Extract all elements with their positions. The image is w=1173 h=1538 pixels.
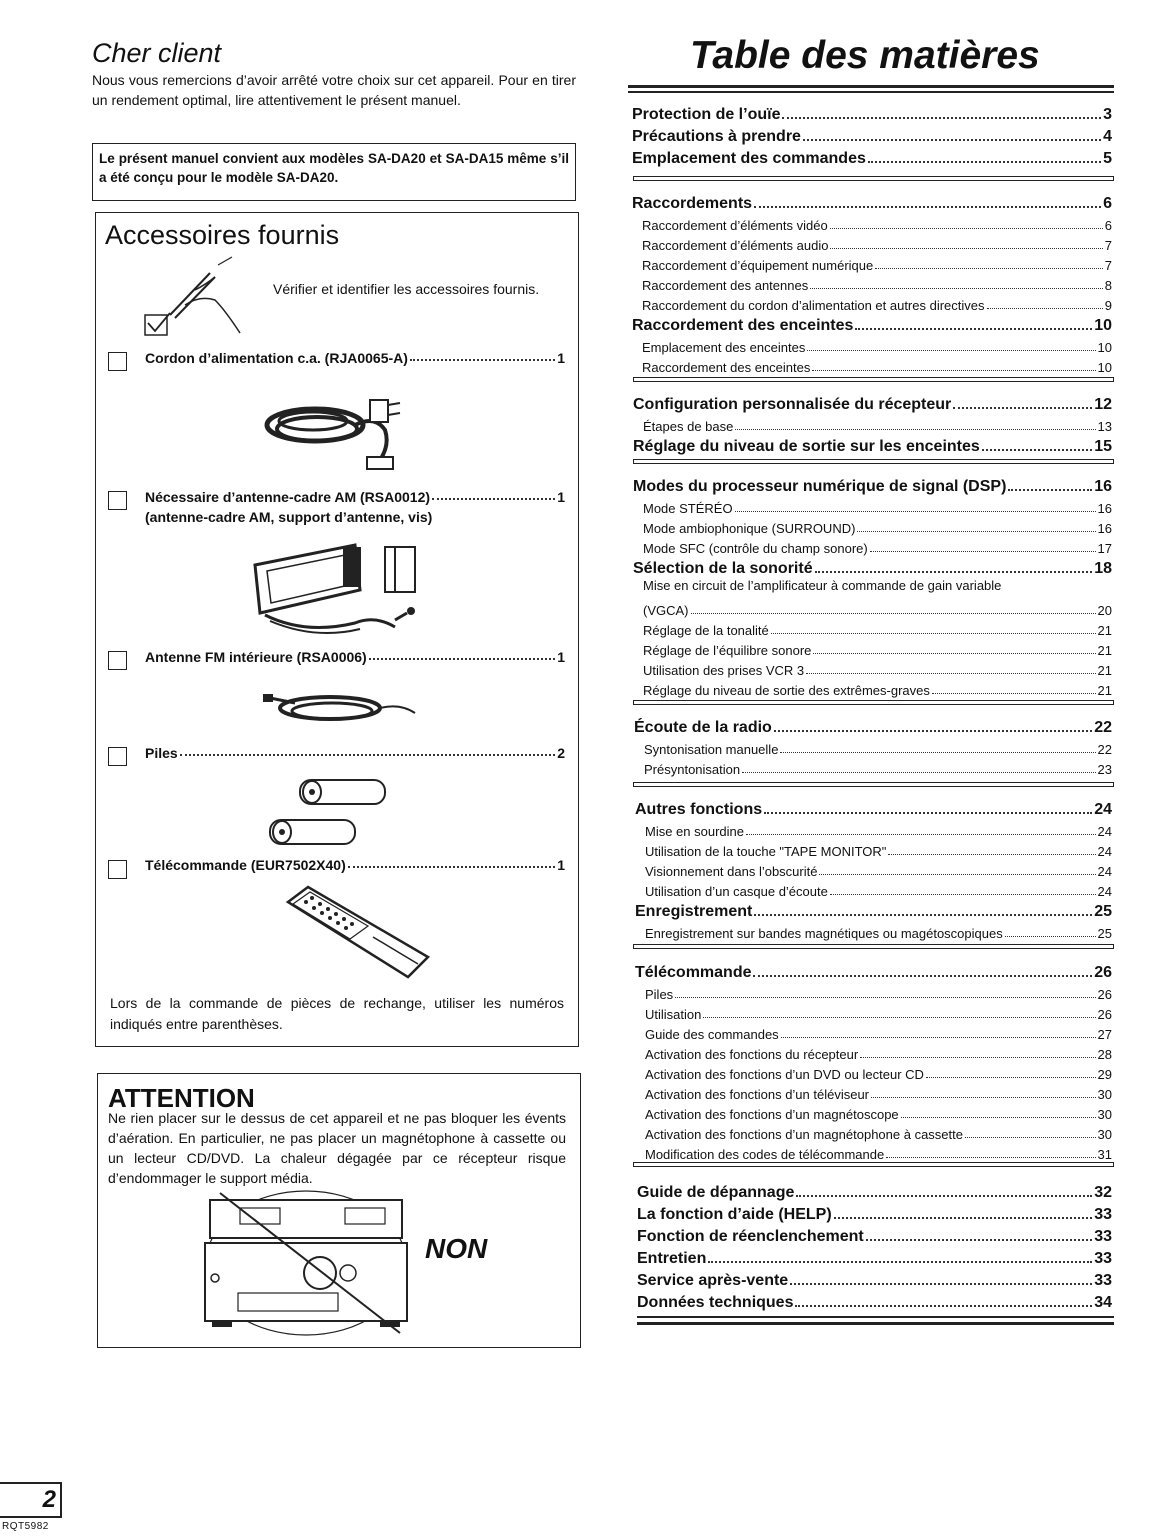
leader-dots (830, 894, 1096, 895)
toc-entry-title: Mode STÉRÉO (643, 501, 733, 516)
leader-dots (875, 268, 1103, 269)
leader-dots (807, 350, 1095, 351)
accessories-title: Accessoires fournis (105, 220, 340, 250)
page-number: 2 (42, 1486, 56, 1513)
toc-entry-title: Service après-vente (637, 1272, 789, 1289)
toc-section-entry[interactable] (637, 1246, 1112, 1268)
toc-subsection-entry[interactable] (645, 1022, 1112, 1042)
accessory-item-power-cord (145, 350, 565, 366)
leader-dots (675, 997, 1095, 998)
toc-end-rule (637, 1322, 1114, 1325)
toc-page-number: 10 (1097, 340, 1112, 355)
leader-dots (735, 511, 1096, 512)
toc-subsection-entry[interactable] (642, 253, 1112, 273)
toc-entry-title: La fonction d’aide (HELP) (637, 1206, 832, 1223)
toc-entry-title: Activation des fonctions du récepteur (645, 1047, 859, 1062)
toc-page-number: 27 (1097, 1027, 1112, 1042)
greeting-title: Cher client (92, 38, 222, 68)
accessory-item-am-antenna (145, 489, 565, 505)
toc-subsection-entry[interactable] (643, 496, 1112, 516)
leader-dots (819, 874, 1095, 875)
leader-dots (782, 117, 1101, 119)
toc-subsection-entry[interactable] (643, 598, 1112, 618)
toc-page-number: 10 (1094, 317, 1112, 334)
attention-title: ATTENTION (108, 1083, 255, 1113)
accessory-label: Nécessaire d’antenne-cadre AM (RSA0012) (145, 489, 431, 505)
toc-section-entry[interactable] (635, 960, 1112, 982)
leader-dots (803, 139, 1101, 141)
toc-page-number: 33 (1094, 1228, 1112, 1245)
leader-dots (703, 1017, 1095, 1018)
toc-entry-title: Mode ambiophonique (SURROUND) (643, 521, 856, 536)
leader-dots (735, 429, 1095, 430)
toc-page-number: 21 (1097, 663, 1112, 678)
toc-title-rule (628, 91, 1114, 93)
toc-entry-title: Activation des fonctions d’un DVD ou lecteur CD (645, 1067, 924, 1082)
toc-entry-title: Syntonisation manuelle (644, 742, 779, 757)
item-checkbox[interactable] (108, 491, 127, 510)
toc-page-number: 30 (1097, 1087, 1112, 1102)
leader-dots (180, 745, 556, 756)
toc-page-number: 33 (1094, 1272, 1112, 1289)
toc-subsection-entry[interactable] (645, 982, 1112, 1002)
leader-dots (1008, 489, 1092, 491)
toc-page-number: 31 (1097, 1147, 1112, 1162)
leader-dots (932, 693, 1096, 694)
toc-subsection-entry[interactable] (645, 1142, 1112, 1162)
toc-entry-title: Écoute de la radio (634, 719, 772, 736)
toc-page-number: 24 (1097, 824, 1112, 839)
toc-entry-title: Réglage du niveau de sortie des extrêmes-graves (643, 683, 930, 698)
toc-subsection-entry[interactable] (642, 293, 1112, 313)
leader-dots (754, 206, 1101, 208)
toc-page-number: 4 (1103, 128, 1112, 145)
power-cord-illustration (255, 385, 415, 475)
toc-entry-title: Emplacement des commandes (632, 150, 866, 167)
leader-dots (806, 673, 1095, 674)
toc-entry-title: Configuration personnalisée du récepteur (633, 396, 952, 413)
toc-entry-title: Activation des fonctions d’un téléviseur (645, 1087, 870, 1102)
toc-page-number: 26 (1097, 1007, 1112, 1022)
leader-dots (764, 812, 1092, 814)
toc-page-number: 26 (1094, 964, 1112, 981)
toc-page-number: 22 (1097, 742, 1112, 757)
toc-subsection-entry[interactable] (645, 1042, 1112, 1062)
toc-page-number: 18 (1094, 560, 1112, 577)
toc-section-entry[interactable] (633, 556, 1112, 578)
toc-end-rule (637, 1316, 1114, 1318)
toc-page-number: 21 (1097, 643, 1112, 658)
attention-text: Ne rien placer sur le dessus de cet appareil et ne pas bloquer les évents d’aération. En particulier, ne pas placer un magnétophone à cassette ou un lecteur CD/DVD. La chaleur dégagée par ce récepteur risque d’endommager le support média. (108, 1110, 566, 1186)
am-antenna-illustration (245, 535, 435, 645)
model-notice: Le présent manuel convient aux modèles SA-DA20 et SA-DA15 même s’il a été conçu pour le modèle SA-DA20. (92, 143, 576, 201)
leader-dots (926, 1077, 1096, 1078)
accessory-qty: 1 (557, 489, 565, 505)
accessory-label: Cordon d’alimentation c.a. (RJA0065-A) (145, 350, 408, 366)
toc-page-number: 13 (1097, 419, 1112, 434)
toc-entry-title: Utilisation de la touche "TAPE MONITOR" (645, 844, 887, 859)
toc-page-number: 33 (1094, 1206, 1112, 1223)
toc-entry-text: Mise en circuit de l’amplificateur à commande de gain variable (643, 578, 1002, 593)
leader-dots (781, 1037, 1096, 1038)
toc-subsection-entry[interactable] (643, 536, 1112, 556)
toc-page-number: 24 (1094, 801, 1112, 818)
toc-title: Table des matières (690, 34, 1040, 77)
toc-page-number: 7 (1104, 258, 1112, 273)
accessory-label: Piles (145, 745, 178, 761)
leader-dots (830, 228, 1103, 229)
leader-dots (855, 328, 1092, 330)
toc-section-entry[interactable] (637, 1268, 1112, 1290)
toc-entry-title: Réglage de l’équilibre sonore (643, 643, 812, 658)
accessory-label: Télécommande (EUR7502X40) (145, 857, 346, 873)
toc-subsection-entry[interactable] (645, 1082, 1112, 1102)
leader-dots (774, 730, 1092, 732)
toc-section-entry[interactable] (633, 474, 1112, 496)
accessory-qty: 1 (557, 350, 565, 366)
toc-page-number: 23 (1097, 762, 1112, 777)
toc-entry-title: Visionnement dans l’obscurité (645, 864, 818, 879)
toc-section-divider (633, 459, 1114, 464)
toc-entry-title: Raccordement d’équipement numérique (642, 258, 874, 273)
leader-dots (369, 649, 555, 660)
toc-page-number: 21 (1097, 683, 1112, 698)
toc-entry-title: Enregistrement sur bandes magnétiques ou magétoscopiques (645, 926, 1003, 941)
toc-entry-title: Fonction de réenclenchement (637, 1228, 864, 1245)
leader-dots (432, 489, 555, 500)
toc-subsection-entry[interactable] (642, 355, 1112, 375)
toc-subsection-entry[interactable] (645, 1002, 1112, 1022)
toc-page-number: 3 (1103, 106, 1112, 123)
toc-page-number: 30 (1097, 1107, 1112, 1122)
toc-entry-title: Piles (645, 987, 674, 1002)
toc-page-number: 8 (1104, 278, 1112, 293)
toc-section-entry[interactable] (635, 797, 1112, 819)
leader-dots (810, 288, 1103, 289)
toc-entry-title: Guide de dépannage (637, 1184, 795, 1201)
toc-page-number: 5 (1103, 150, 1112, 167)
toc-entry-title: Raccordement d’éléments audio (642, 238, 829, 253)
toc-page-number: 16 (1097, 501, 1112, 516)
toc-subsection-entry[interactable] (642, 233, 1112, 253)
toc-page-number: 12 (1094, 396, 1112, 413)
toc-entry-title: Données techniques (637, 1294, 794, 1311)
batteries-illustration (268, 775, 398, 850)
leader-dots (953, 407, 1092, 409)
toc-page-number: 32 (1094, 1184, 1112, 1201)
leader-dots (790, 1283, 1092, 1285)
accessories-check-note: Vérifier et identifier les accessoires fournis. (273, 281, 540, 297)
toc-entry-title: Raccordements (632, 195, 753, 212)
toc-page-number: 9 (1104, 298, 1112, 313)
item-checkbox[interactable] (108, 747, 127, 766)
leader-dots (860, 1057, 1095, 1058)
toc-section-divider (633, 944, 1114, 949)
toc-entry-title: Protection de l’ouïe (632, 106, 781, 123)
toc-subsection-entry[interactable] (644, 737, 1112, 757)
toc-entry-title: Mise en sourdine (645, 824, 744, 839)
toc-entry-title: Entretien (637, 1250, 707, 1267)
toc-entry-title: Utilisation (645, 1007, 702, 1022)
accessory-qty: 1 (557, 649, 565, 665)
toc-subsection-entry[interactable] (645, 1122, 1112, 1142)
toc-subsection-entry[interactable] (645, 819, 1112, 839)
toc-section-entry[interactable] (632, 313, 1112, 335)
accessory-qty: 2 (557, 745, 565, 761)
item-checkbox[interactable] (108, 860, 127, 879)
toc-entry-title: Utilisation d’un casque d’écoute (645, 884, 828, 899)
toc-section-entry[interactable] (633, 434, 1112, 456)
leader-dots (857, 531, 1095, 532)
accessories-footnote: Lors de la commande de pièces de rechange, utiliser les numéros indiqués entre parenthèses. (110, 995, 564, 1032)
toc-page-number: 6 (1104, 218, 1112, 233)
toc-entry-title: Utilisation des prises VCR 3 (643, 663, 805, 678)
item-checkbox[interactable] (108, 352, 127, 371)
toc-page-number: 7 (1104, 238, 1112, 253)
toc-page-number: 28 (1097, 1047, 1112, 1062)
toc-subsection-entry[interactable] (642, 273, 1112, 293)
remote-control-illustration (278, 882, 438, 982)
toc-page-number: 34 (1094, 1294, 1112, 1311)
toc-entry-title: Réglage du niveau de sortie sur les enceintes (633, 438, 980, 455)
accessory-item-remote (145, 857, 565, 873)
leader-dots (888, 854, 1095, 855)
leader-dots (812, 370, 1095, 371)
toc-entry-title: Raccordement du cordon d’alimentation et autres directives (642, 298, 985, 313)
leader-dots (834, 1217, 1093, 1219)
toc-entry-title: Sélection de la sonorité (633, 560, 813, 577)
leader-dots (708, 1261, 1092, 1263)
leader-dots (771, 633, 1096, 634)
toc-subsection-entry[interactable] (645, 839, 1112, 859)
toc-section-divider (633, 782, 1114, 787)
leader-dots (746, 834, 1096, 835)
leader-dots (1005, 936, 1096, 937)
toc-section-entry[interactable] (632, 102, 1112, 124)
leader-dots (871, 1097, 1096, 1098)
toc-entry-title: Autres fonctions (635, 801, 763, 818)
leader-dots (987, 308, 1103, 309)
accessory-label: Antenne FM intérieure (RSA0006) (145, 649, 367, 665)
toc-title-rule (628, 85, 1114, 88)
leader-dots (813, 653, 1095, 654)
leader-dots (754, 914, 1092, 916)
toc-section-entry[interactable] (635, 899, 1112, 921)
toc-page-number: 29 (1097, 1067, 1112, 1082)
leader-dots (796, 1195, 1092, 1197)
toc-page-number: 33 (1094, 1250, 1112, 1267)
toc-section-entry[interactable] (637, 1290, 1112, 1312)
toc-entry-title: Réglage de la tonalité (643, 623, 769, 638)
toc-entry-title: Raccordement des antennes (642, 278, 809, 293)
toc-subsection-entry[interactable] (643, 618, 1112, 638)
leader-dots (870, 551, 1096, 552)
toc-subsection-entry[interactable] (643, 678, 1112, 698)
leader-dots (795, 1305, 1092, 1307)
toc-section-divider (633, 1162, 1114, 1167)
toc-subsection-entry[interactable] (643, 516, 1112, 536)
toc-section-divider (633, 377, 1114, 382)
leader-dots (691, 613, 1096, 614)
toc-section-entry[interactable] (632, 191, 1112, 213)
toc-page-number: 24 (1097, 864, 1112, 879)
toc-page-number: 30 (1097, 1127, 1112, 1142)
toc-section-entry[interactable] (633, 392, 1112, 414)
toc-page-number: 6 (1103, 195, 1112, 212)
toc-entry-title: Présyntonisation (644, 762, 741, 777)
toc-entry-title: Étapes de base (643, 419, 734, 434)
toc-subsection-entry[interactable] (645, 859, 1112, 879)
leader-dots (965, 1137, 1096, 1138)
stacked-equipment-illustration (200, 1188, 412, 1338)
leader-dots (410, 350, 555, 361)
toc-entry-title: Modes du processeur numérique de signal (DSP) (633, 478, 1007, 495)
toc-section-entry[interactable] (632, 146, 1112, 168)
leader-dots (830, 248, 1102, 249)
toc-subsection-entry[interactable] (643, 658, 1112, 678)
accessory-qty: 1 (557, 857, 565, 873)
leader-dots (815, 571, 1093, 573)
leader-dots (868, 161, 1101, 163)
greeting-text: Nous vous remercions d’avoir arrêté votre choix sur cet appareil. Pour en tirer un rendement optimal, lire attentivement le présent manuel. (92, 72, 576, 108)
toc-entry-title: Enregistrement (635, 903, 753, 920)
toc-entry-title: Activation des fonctions d’un magnétoscope (645, 1107, 899, 1122)
toc-page-number: 21 (1097, 623, 1112, 638)
toc-entry-title: Guide des commandes (645, 1027, 779, 1042)
toc-subsection-entry[interactable] (645, 1102, 1112, 1122)
pen-checkmark-icon (140, 255, 250, 345)
toc-entry-title: Raccordement des enceintes (642, 360, 811, 375)
accessory-item-batteries (145, 745, 565, 761)
toc-subsection-entry[interactable] (645, 921, 1112, 941)
toc-page-number: 22 (1094, 719, 1112, 736)
toc-subsection-entry[interactable] (643, 414, 1112, 434)
toc-entry-title: Précautions à prendre (632, 128, 801, 145)
toc-subsection-entry[interactable] (642, 335, 1112, 355)
leader-dots (886, 1157, 1095, 1158)
toc-page-number: 15 (1094, 438, 1112, 455)
toc-subsection-entry[interactable] (643, 638, 1112, 658)
toc-entry-title: Télécommande (635, 964, 752, 981)
toc-entry-title: Modification des codes de télécommande (645, 1147, 885, 1162)
leader-dots (753, 975, 1092, 977)
toc-page-number: 24 (1097, 884, 1112, 899)
toc-entry-title: Emplacement des enceintes (642, 340, 806, 355)
toc-entry-title: Activation des fonctions d’un magnétophone à cassette (645, 1127, 963, 1142)
toc-page-number: 25 (1097, 926, 1112, 941)
leader-dots (866, 1239, 1092, 1241)
toc-section-entry[interactable] (637, 1180, 1112, 1202)
toc-page-number: 20 (1097, 603, 1112, 618)
toc-entry-title: Raccordement d’éléments vidéo (642, 218, 828, 233)
toc-page-number: 24 (1097, 844, 1112, 859)
item-checkbox[interactable] (108, 651, 127, 670)
fm-antenna-illustration (260, 683, 420, 733)
leader-dots (742, 772, 1095, 773)
toc-section-divider (633, 176, 1114, 181)
toc-subsection-entry[interactable] (645, 1062, 1112, 1082)
toc-page-number: 16 (1097, 521, 1112, 536)
leader-dots (982, 449, 1092, 451)
document-code: RQT5982 (2, 1521, 49, 1532)
toc-subsection-entry[interactable] (645, 879, 1112, 899)
toc-page-number: 26 (1097, 987, 1112, 1002)
leader-dots (348, 857, 555, 868)
toc-subsection-entry[interactable] (642, 213, 1112, 233)
accessory-item-fm-antenna (145, 649, 565, 665)
toc-page-number: 25 (1094, 903, 1112, 920)
toc-section-entry[interactable] (637, 1224, 1112, 1246)
toc-page-number: 10 (1097, 360, 1112, 375)
toc-page-number: 17 (1097, 541, 1112, 556)
toc-section-entry[interactable] (634, 715, 1112, 737)
toc-entry-title: Raccordement des enceintes (632, 317, 854, 334)
toc-entry-title: (VGCA) (643, 603, 689, 618)
non-label: NON (425, 1233, 488, 1264)
toc-section-divider (633, 700, 1114, 705)
toc-section-entry[interactable] (632, 124, 1112, 146)
toc-entry-title: Mode SFC (contrôle du champ sonore) (643, 541, 868, 556)
toc-page-number: 16 (1094, 478, 1112, 495)
toc-section-entry[interactable] (637, 1202, 1112, 1224)
toc-subsection-entry[interactable] (644, 757, 1112, 777)
accessory-sub-note: (antenne-cadre AM, support d’antenne, vis) (145, 509, 433, 525)
leader-dots (780, 752, 1095, 753)
leader-dots (901, 1117, 1096, 1118)
